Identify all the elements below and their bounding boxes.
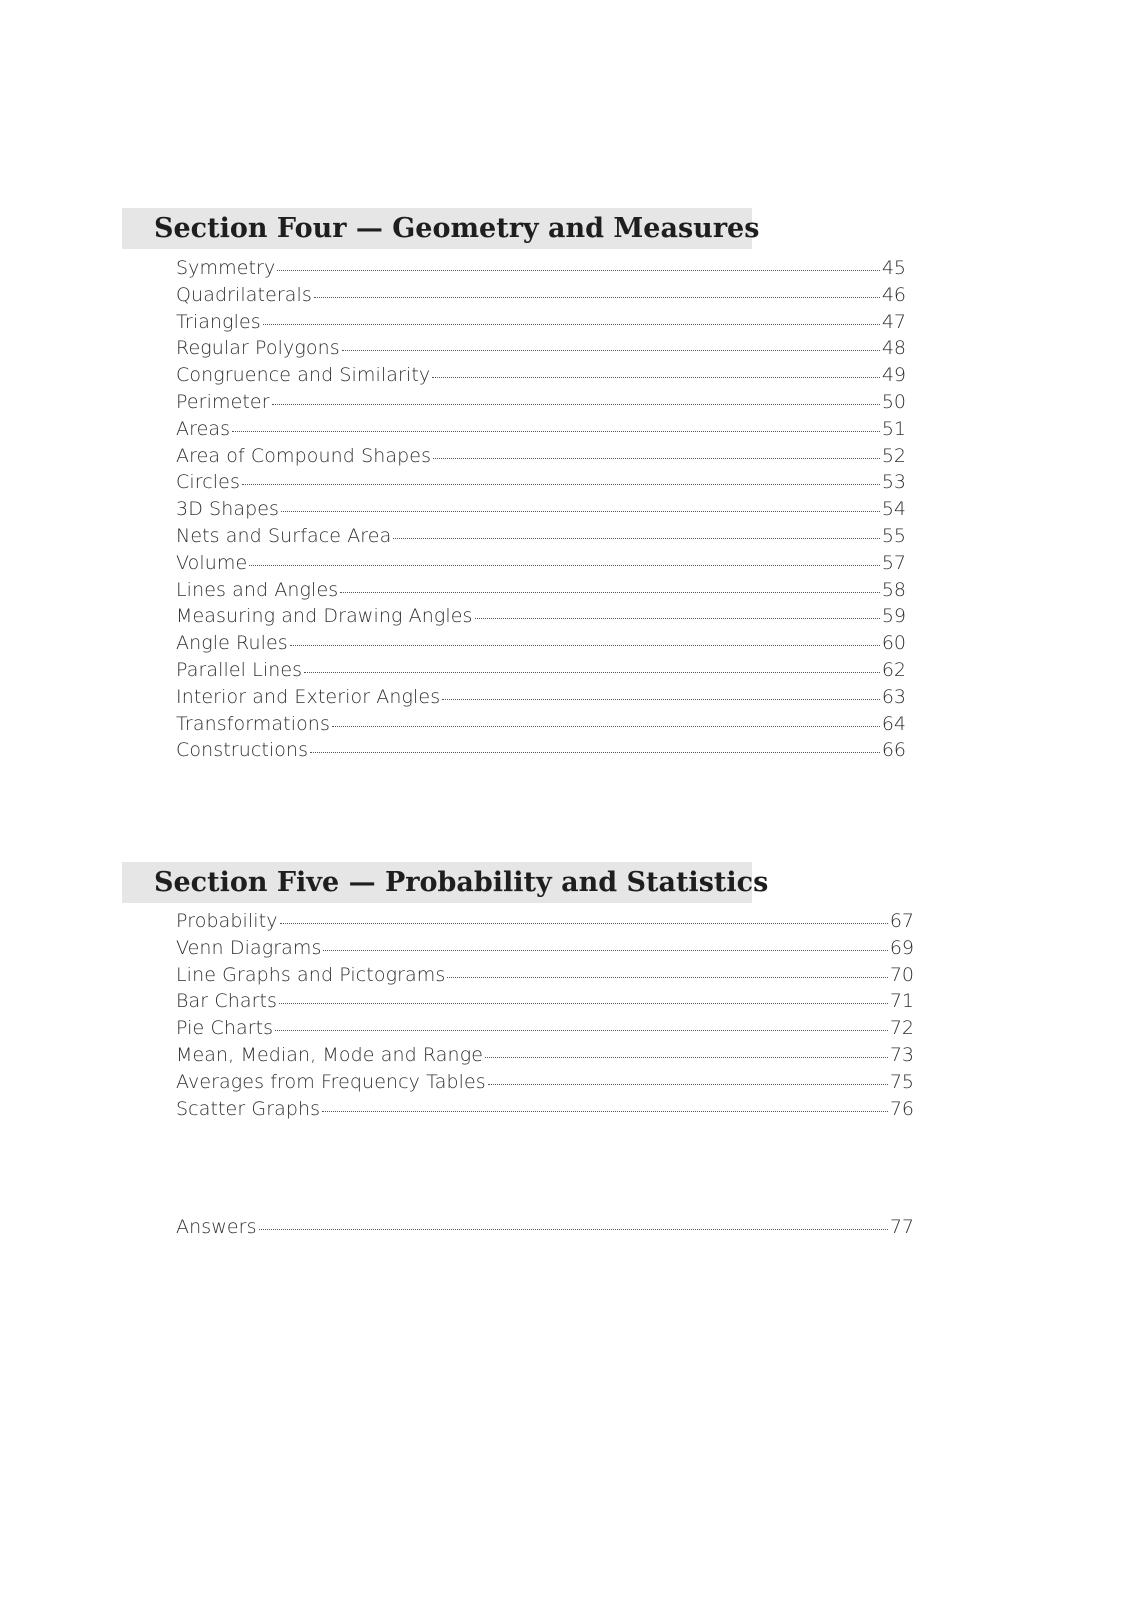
toc-entry[interactable] — [176, 910, 914, 937]
toc-entry-title: Symmetry — [176, 257, 276, 279]
toc-entry-page: 47 — [881, 310, 906, 333]
dot-leader — [340, 592, 880, 593]
toc-entry-page: 54 — [881, 498, 906, 521]
section-five-heading: Section Five — Probability and Statistics — [122, 862, 752, 903]
toc-entry-page: 52 — [881, 444, 906, 467]
toc-entry-page: 70 — [889, 963, 914, 986]
toc-entry-title: Volume — [176, 551, 248, 574]
toc-entry-title: Perimeter — [176, 390, 270, 413]
dot-leader — [279, 1003, 888, 1004]
dot-leader — [272, 404, 880, 405]
toc-entry[interactable] — [176, 337, 906, 364]
toc-entry-title: Answers — [176, 1216, 257, 1238]
dot-leader — [332, 726, 880, 727]
toc-entry-page: 49 — [881, 364, 906, 387]
toc-entry-title: Constructions — [176, 739, 309, 762]
toc-entry-page: 63 — [881, 685, 906, 708]
toc-entry-page: 58 — [881, 578, 906, 601]
toc-entry[interactable] — [176, 391, 906, 418]
toc-entry-page: 67 — [889, 910, 914, 932]
toc-entry-title: Mean, Median, Mode and Range — [176, 1043, 483, 1066]
toc-entry-title: Regular Polygons — [176, 337, 340, 360]
toc-entry-page: 72 — [889, 1017, 914, 1040]
toc-entry[interactable] — [176, 471, 906, 498]
dot-leader — [249, 565, 880, 566]
toc-entry[interactable] — [176, 605, 906, 632]
toc-entry[interactable] — [176, 364, 906, 391]
dot-leader — [277, 270, 879, 271]
dot-leader — [485, 1057, 888, 1058]
dot-leader — [442, 699, 880, 700]
toc-entry[interactable] — [176, 739, 906, 766]
toc-entry-title: Averages from Frequency Tables — [176, 1070, 486, 1093]
toc-entry-page: 57 — [881, 551, 906, 574]
toc-entry[interactable] — [176, 713, 906, 740]
dot-leader — [275, 1030, 888, 1031]
toc-entry-page: 66 — [881, 739, 906, 762]
toc-entry-title: Quadrilaterals — [176, 283, 312, 306]
toc-entry-page: 46 — [881, 283, 906, 306]
dot-leader — [232, 431, 880, 432]
toc-entry[interactable] — [176, 686, 906, 713]
toc-entry-title: Line Graphs and Pictograms — [176, 963, 446, 986]
toc-entry[interactable] — [176, 418, 906, 445]
toc-entry[interactable] — [176, 1044, 914, 1071]
toc-entry-title: Measuring and Drawing Angles — [176, 605, 473, 628]
dot-leader — [310, 752, 880, 753]
toc-entry-page: 55 — [881, 524, 906, 547]
toc-entry-page: 73 — [889, 1043, 914, 1066]
toc-entry-page: 59 — [881, 605, 906, 628]
toc-entry-page: 51 — [881, 417, 906, 440]
toc-entry[interactable] — [176, 937, 914, 964]
toc-entry-title: Areas — [176, 417, 231, 440]
answers-toc — [176, 1216, 914, 1243]
dot-leader — [323, 950, 887, 951]
toc-entry-title: Pie Charts — [176, 1017, 274, 1040]
toc-entry-page: 71 — [889, 990, 914, 1013]
toc-entry[interactable] — [176, 1098, 914, 1125]
toc-entry[interactable] — [176, 257, 906, 284]
section-four-heading: Section Four — Geometry and Measures — [122, 208, 752, 249]
toc-entry[interactable] — [176, 659, 906, 686]
dot-leader — [259, 1229, 888, 1230]
toc-entry-title: Probability — [176, 910, 278, 932]
dot-leader — [342, 350, 880, 351]
toc-entry[interactable] — [176, 445, 906, 472]
toc-entry[interactable] — [176, 632, 906, 659]
dot-leader — [280, 923, 888, 924]
toc-entry-title: 3D Shapes — [176, 498, 280, 521]
dot-leader — [488, 1084, 888, 1085]
toc-entry[interactable] — [176, 1017, 914, 1044]
toc-entry-page: 75 — [889, 1070, 914, 1093]
toc-entry-page: 53 — [881, 471, 906, 494]
toc-entry-page: 76 — [889, 1097, 914, 1120]
toc-entry-title: Triangles — [176, 310, 261, 333]
toc-entry-title: Angle Rules — [176, 632, 288, 655]
toc-entry[interactable] — [176, 964, 914, 991]
toc-entry-title: Congruence and Similarity — [176, 364, 431, 387]
toc-entry[interactable] — [176, 284, 906, 311]
toc-entry-page: 45 — [881, 257, 906, 279]
toc-entry-page: 62 — [881, 658, 906, 681]
dot-leader — [242, 484, 880, 485]
toc-entry-title: Circles — [176, 471, 240, 494]
toc-entry[interactable] — [176, 990, 914, 1017]
dot-leader — [322, 1111, 888, 1112]
toc-entry-page: 64 — [881, 712, 906, 735]
section-five-toc — [176, 910, 914, 1124]
toc-entry[interactable] — [176, 1071, 914, 1098]
toc-entry-title: Lines and Angles — [176, 578, 339, 601]
dot-leader — [290, 645, 880, 646]
toc-entry-title: Venn Diagrams — [176, 936, 322, 959]
toc-entry-title: Scatter Graphs — [176, 1097, 321, 1120]
dot-leader — [447, 977, 887, 978]
toc-entry-page: 60 — [881, 632, 906, 655]
toc-entry[interactable] — [176, 311, 906, 338]
dot-leader — [304, 672, 880, 673]
toc-entry[interactable] — [176, 525, 906, 552]
toc-entry[interactable] — [176, 498, 906, 525]
toc-entry-title: Transformations — [176, 712, 330, 735]
toc-entry-page: 48 — [881, 337, 906, 360]
toc-entry-title: Nets and Surface Area — [176, 524, 392, 547]
dot-leader — [263, 324, 880, 325]
dot-leader — [393, 538, 879, 539]
toc-entry-title: Bar Charts — [176, 990, 278, 1013]
toc-entry-page: 69 — [889, 936, 914, 959]
toc-entry-page: 50 — [881, 390, 906, 413]
toc-entry-page: 77 — [889, 1216, 914, 1238]
toc-entry-title: Parallel Lines — [176, 658, 303, 681]
dot-leader — [281, 511, 880, 512]
dot-leader — [314, 297, 880, 298]
toc-entry[interactable] — [176, 579, 906, 606]
toc-entry[interactable] — [176, 552, 906, 579]
toc-entry-title: Interior and Exterior Angles — [176, 685, 441, 708]
toc-entry-answers[interactable] — [176, 1216, 914, 1243]
section-four-toc — [176, 257, 906, 766]
dot-leader — [433, 458, 880, 459]
toc-entry-title: Area of Compound Shapes — [176, 444, 432, 467]
dot-leader — [475, 618, 880, 619]
dot-leader — [432, 377, 880, 378]
